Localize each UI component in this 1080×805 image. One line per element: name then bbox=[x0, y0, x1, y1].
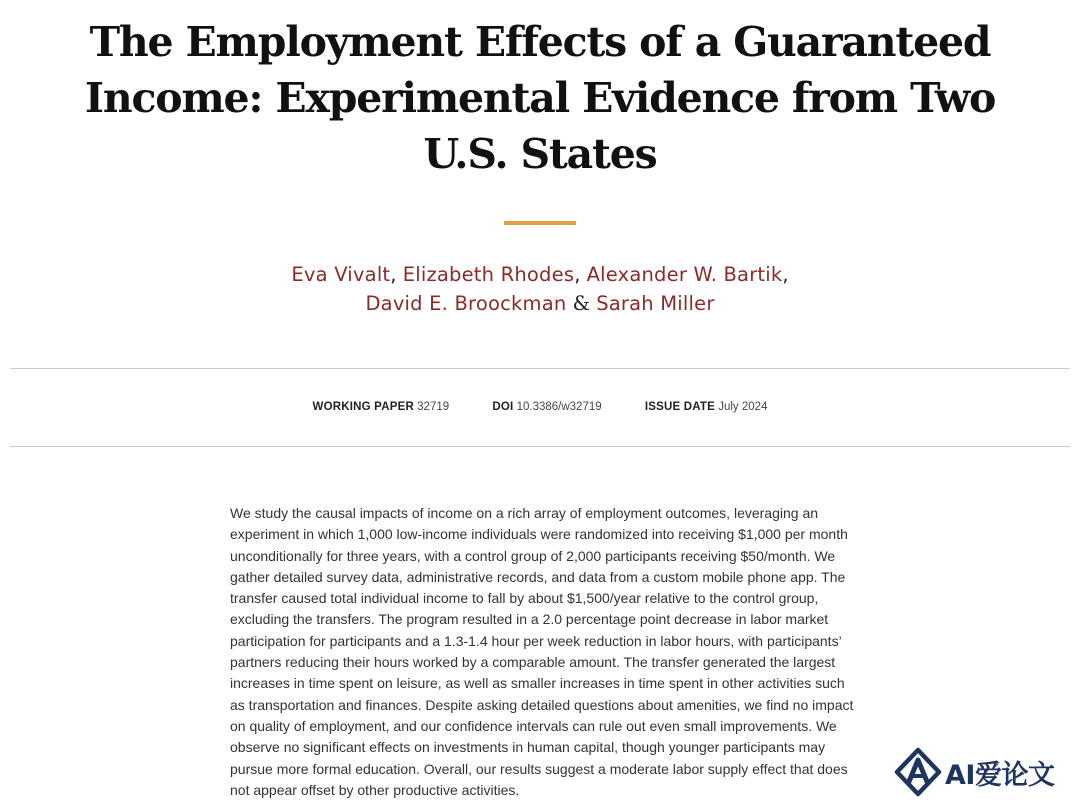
author-link[interactable]: David E. Broockman bbox=[365, 292, 567, 315]
issue-date bbox=[645, 399, 768, 415]
doi bbox=[492, 399, 601, 415]
author-separator: , bbox=[390, 263, 397, 286]
watermark-text: AI爱论文 bbox=[945, 759, 1055, 791]
author-link[interactable]: Elizabeth Rhodes bbox=[402, 263, 575, 286]
abstract-text: We study the causal impacts of income on a rich array of employment outcomes, leveraging an experiment in which 1,000 low-income individuals were randomized into receiving $1,000 per month unconditionally for three years, with a control group of 2,000 participants receiving $50/month. We gather detailed survey data, administrative records, and data from a custom mobile phone app. The transfer caused total individual income to fall by about $1,500/year relative to the control group, excluding the transfers. The program resulted in a 2.0 percentage point decrease in labor market participation for participants and a 1.3-1.4 hour per week reduction in labor hours, with participants’ partners reducing their hours worked by a comparable amount. The transfer generated the largest increases in time spent on leisure, as well as smaller increases in time spent in other activities such as transportation and finances. Despite asking detailed questions about amenities, we find no impact on quality of employment, and our confidence intervals can rule out even small improvements. We observe no significant effects on investments in human capital, though younger participants may pursue more formal education. Overall, our results suggest a moderate labor supply effect that does not appear offset by other productive activities. bbox=[230, 505, 854, 798]
meta-bottom-divider bbox=[10, 446, 1070, 447]
ai-logo-icon bbox=[893, 747, 943, 797]
author-link[interactable]: Sarah Miller bbox=[596, 292, 715, 315]
meta-top-divider bbox=[10, 368, 1070, 369]
author-separator: , bbox=[782, 263, 789, 286]
watermark bbox=[893, 744, 1073, 800]
doi-value[interactable]: 10.3386/w32719 bbox=[516, 401, 602, 413]
author-list bbox=[140, 260, 940, 318]
working-paper-value: 32719 bbox=[417, 401, 450, 413]
author-link[interactable]: Eva Vivalt bbox=[291, 263, 391, 286]
issue-date-label: ISSUE DATE bbox=[644, 401, 716, 413]
author-ampersand: & bbox=[572, 292, 590, 315]
working-paper-label: WORKING PAPER bbox=[312, 401, 414, 413]
paper-metadata bbox=[0, 399, 1080, 415]
issue-date-value: July 2024 bbox=[718, 401, 768, 413]
doi-label: DOI bbox=[492, 401, 514, 413]
author-link[interactable]: Alexander W. Bartik bbox=[586, 263, 783, 286]
working-paper-number bbox=[313, 399, 450, 415]
paper-title: The Employment Effects of a Guaranteed Income: Experimental Evidence from Two U.S. States bbox=[84, 18, 996, 178]
title-accent-divider bbox=[504, 221, 576, 225]
author-separator: , bbox=[574, 263, 581, 286]
